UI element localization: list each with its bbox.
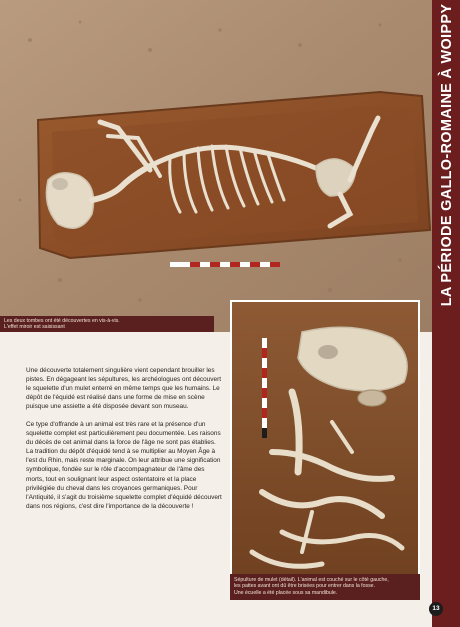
bottom-photo-caption xyxy=(230,574,420,600)
bottom-caption-line-3: Une écuelle a été placée sous sa mandibule. xyxy=(234,589,338,596)
top-photo-caption xyxy=(0,316,214,332)
article-paragraph-1: Une découverte totalement singulière vient cependant brouiller les pistes. En dégageant les sépultures, les archéologues ont découvert le squelette d'un mulet enterré en même temps que les humains. Le dépôt de l'équidé est réalisé dans une forme de mise en scène puisque une assiette a été disposée devant son museau. xyxy=(26,367,222,411)
page-number: 13 xyxy=(429,602,443,616)
excavation-photo xyxy=(0,0,432,332)
bottom-caption-line-1: Sépulture de mulet (détail). L'animal est couché sur le côté gauche, xyxy=(234,577,389,583)
burial-detail-photo xyxy=(230,300,420,600)
article-body xyxy=(26,366,222,520)
top-caption-line-2: L'effet miroir est saisissant xyxy=(4,324,65,330)
bottom-caption-line-2: les pattes avant ont dû être brisées pour entrer dans la fosse. xyxy=(234,583,376,590)
top-caption-line-1: Les deux tombes ont été découvertes en vis-à-vis. xyxy=(4,318,120,324)
article-paragraph-2: Ce type d'offrande à un animal est très rare et la présence d'un squelette complet est particulièrement peu documentée. Les raisons du décès de cet animal dans la force de l'âge ne sont pas établies. La tradition du dépôt d'équidé tend à se multiplier au Moyen Âge à l'est du Rhin, mais reste marginale. On leur attribue une signification symbolique, fondée sur le rôle d'accompagnateur de l'âme des morts, tout en soulignant leur aspect ostentatoire et la place privilégiée du cheval dans les croyances germaniques. Pour l'Antiquité, il s'agit du troisième squelette complet d'équidé découvert dans nos régions, c'est dire l'importance de la découverte ! xyxy=(26,421,222,510)
section-title: LA PÉRIODE GALLO-ROMAINE À WOIPPY xyxy=(439,3,455,307)
